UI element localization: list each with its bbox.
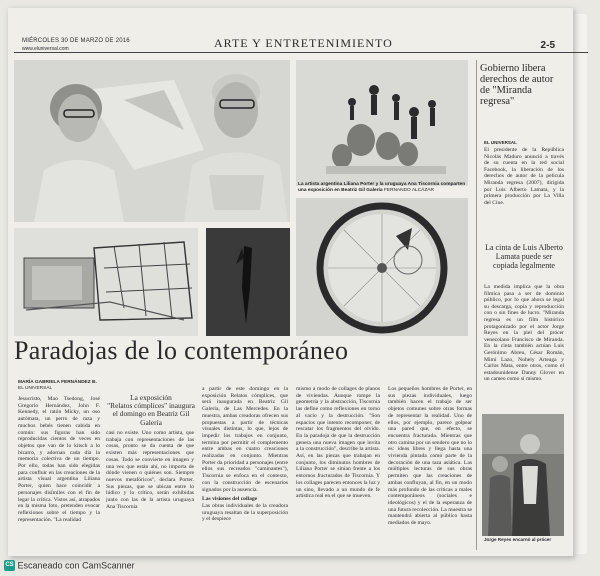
photo-caption (298, 182, 466, 193)
page-header (16, 34, 565, 62)
caption-text: La artista argentina Liliana Porter y la uruguaya Ana Tiscornia comparten una exposición en Beatriz Gil Galería (298, 182, 466, 193)
main-headline: Paradojas de lo contemporáneo (14, 336, 349, 365)
scanner-footer (4, 560, 135, 571)
actor-photo (482, 414, 564, 536)
figurines-photo (296, 60, 468, 186)
photo-credit: FERNANDO ALCÁZAR (383, 187, 434, 193)
author-name: MARÍA GABRIELA FERNÁNDEZ B. (18, 380, 97, 385)
article-subhead (104, 394, 198, 427)
subhead-line-2: "Relatos cómplices" inaugura el domingo en Beatriz Gil Galería (107, 401, 195, 427)
side-column-2: La medida implica que la obra fílmica pasa a ser de dominio público, por lo que ahora se legal su descarga, copia y reproducción con o sin fines de lucro. "Miranda regresa es un film histórico protagonizado por el actor Jorge Reyes en la piel del prócer venezolano Francisco de Miranda. En la cinta también actúan Luis Gerónimo Abreu, César Román, Mimí Lazo, Nohely Arteaga y Carlos Mata, entre otros, como el estadounidense Danny Glover en un cameo como sí mismo. (484, 284, 564, 383)
side-source: EL UNIVERSAL (484, 140, 517, 145)
article-column-1: Jesucristo, Mao Tsedong, José Gregorio Hernández, John F. Kennedy, el ratón Micky, un oso autómata, un perro de raza y muchos bebés tienen cabida en común: sus figuras han sido reproducidas cientos de veces en objetos que van de lo kitsch a lo bizarro, y adornan cada día la memoria colectiva de un tiempo. Por ello, todas han sido elegidas para confluir en las creaciones de la artista visual argentina Liliana Porter, quien hace coincidir a personajes disímiles con el fin de legar la crítica. Vistos así, atrapados en la misma foto, pretenden evocar reflexiones sobre el tiempo y la representación. "La realidad (18, 396, 100, 523)
dark-artwork-photo (206, 228, 290, 336)
website: www.eluniversal.com (22, 46, 69, 52)
side-column-1: El presidente de la República Nicolás Maduro anunció a través de su cuenta en la red social Facebook, la liberación de los derechos de autor de la película Miranda regresa (2007), dirigida por Luis Alberto Lamata, y la primera producción por La Villa del Cine. (484, 147, 564, 206)
subhead-line-1: La exposición (130, 393, 172, 402)
wheel-artwork-photo (296, 198, 468, 336)
section-title: ARTE Y ENTRETENIMIENTO (214, 36, 393, 50)
issue-date: MIÉRCOLES 30 DE MARZO DE 2016 (22, 38, 130, 44)
scanner-label: Escaneado con CamScanner (17, 560, 135, 571)
column-3-continued: Las obras individuales de la creadora uruguaya resaltan de la superposición y el despiece (202, 502, 288, 523)
page-number: 2-5 (540, 40, 555, 51)
article-column-4: mismo a modo de collages de planos de viviendas. Aunque rompe la geometría y la abstracción, Tiscornia las define como reflexiones en torno al vacío y la destrucción. "Son espacios que intento recomponer, de rescatar los fragmentos del olvido. En la paradoja de que la destrucción genera una nueva imagen que invita a la construcción", describe la artista. Así, en las piezas que trabajan en conjunto, los diminutos hombres de Liliana Porter se sitúan frente a los entornos fracturados de Tiscornia. Y los collages parecen entonces la luz y un sino, llevado a un mundo de fe artística real en el que se mueven. (296, 386, 380, 500)
article-column-5: Los pequeños hombres de Porter, en sus piezas individuales, luego también hacen el trabajo de ser objetos comunes sobre otras formas de representar la realidad. Uno de ellos, por ejemplo, parece golpear una pared que, en efecto, se encuentra fracturada. Mientras que otro camina por un sendero que no lo es: ideas libres y llega hasta una vivienda pintada como parte de la decoración de una taza asiática. Las múltiples lecturas de sus obras permiten que las creaciones de ambas confluyan, al fin, en un modo más profundo de las críticas a males contemporáneos (sociales e ideológicos) y el de la esperanza de una futura recolección. La muestra se mantendrá abierta al público hasta mediados de mayo. (388, 386, 472, 527)
side-photo-caption: Jorge Reyes encarnó al prócer (484, 537, 552, 542)
camscanner-logo-icon: CS (4, 560, 15, 571)
header-rule (14, 52, 588, 53)
column-3-text: a partir de este domingo en la exposición Relatos cómplices, que será inaugurada en Beatriz Gil Galería, de Las Mercedes. En la muestra, ambas creadoras ofrecen sus propuestas a partir de técnicas visuales distintas, lo que, lejos de impedir los trabajos en conjunto, termina por permitir el complemento entre ambas en cuatro creaciones realizadas en conjunto. Mientras Porter da prioridad a personajes (entre ellos sus recreados "caminantes"), Tiscornia se enfoca en el contexto, con la construcción de escenarios signados por la ausencia. (202, 386, 288, 493)
article-source: EL UNIVERSAL (18, 385, 53, 391)
sidebar-divider (476, 60, 477, 550)
article-column-3 (202, 386, 288, 552)
collage-artwork-photo (14, 228, 198, 336)
column-3-subhead: Las visiones del collage (202, 496, 258, 503)
side-headline: Gobierno libera derechos de autor de "Miranda regresa" (480, 63, 554, 107)
article-column-2: casi no existe. Uno como artista, que trabaja con representaciones de las cosas, pronto se da cuenta de que existen más representaciones que cosas. Todo se convierte en imagen y una vez que están ahí, no importa de dónde vienen o quiénes son. Siempre nuevos metafóricos", declara Porter. Sus piezas, que se ubican entre lo lúdico y lo crítico, serán exhibidas junto con las de la artista uruguaya Ana Tiscornia (106, 430, 194, 510)
byline (18, 380, 108, 391)
side-subhead: La cinta de Luis Alberto Lamata puede ser copiada legalmente (485, 243, 563, 270)
artists-portrait-photo (14, 60, 290, 222)
